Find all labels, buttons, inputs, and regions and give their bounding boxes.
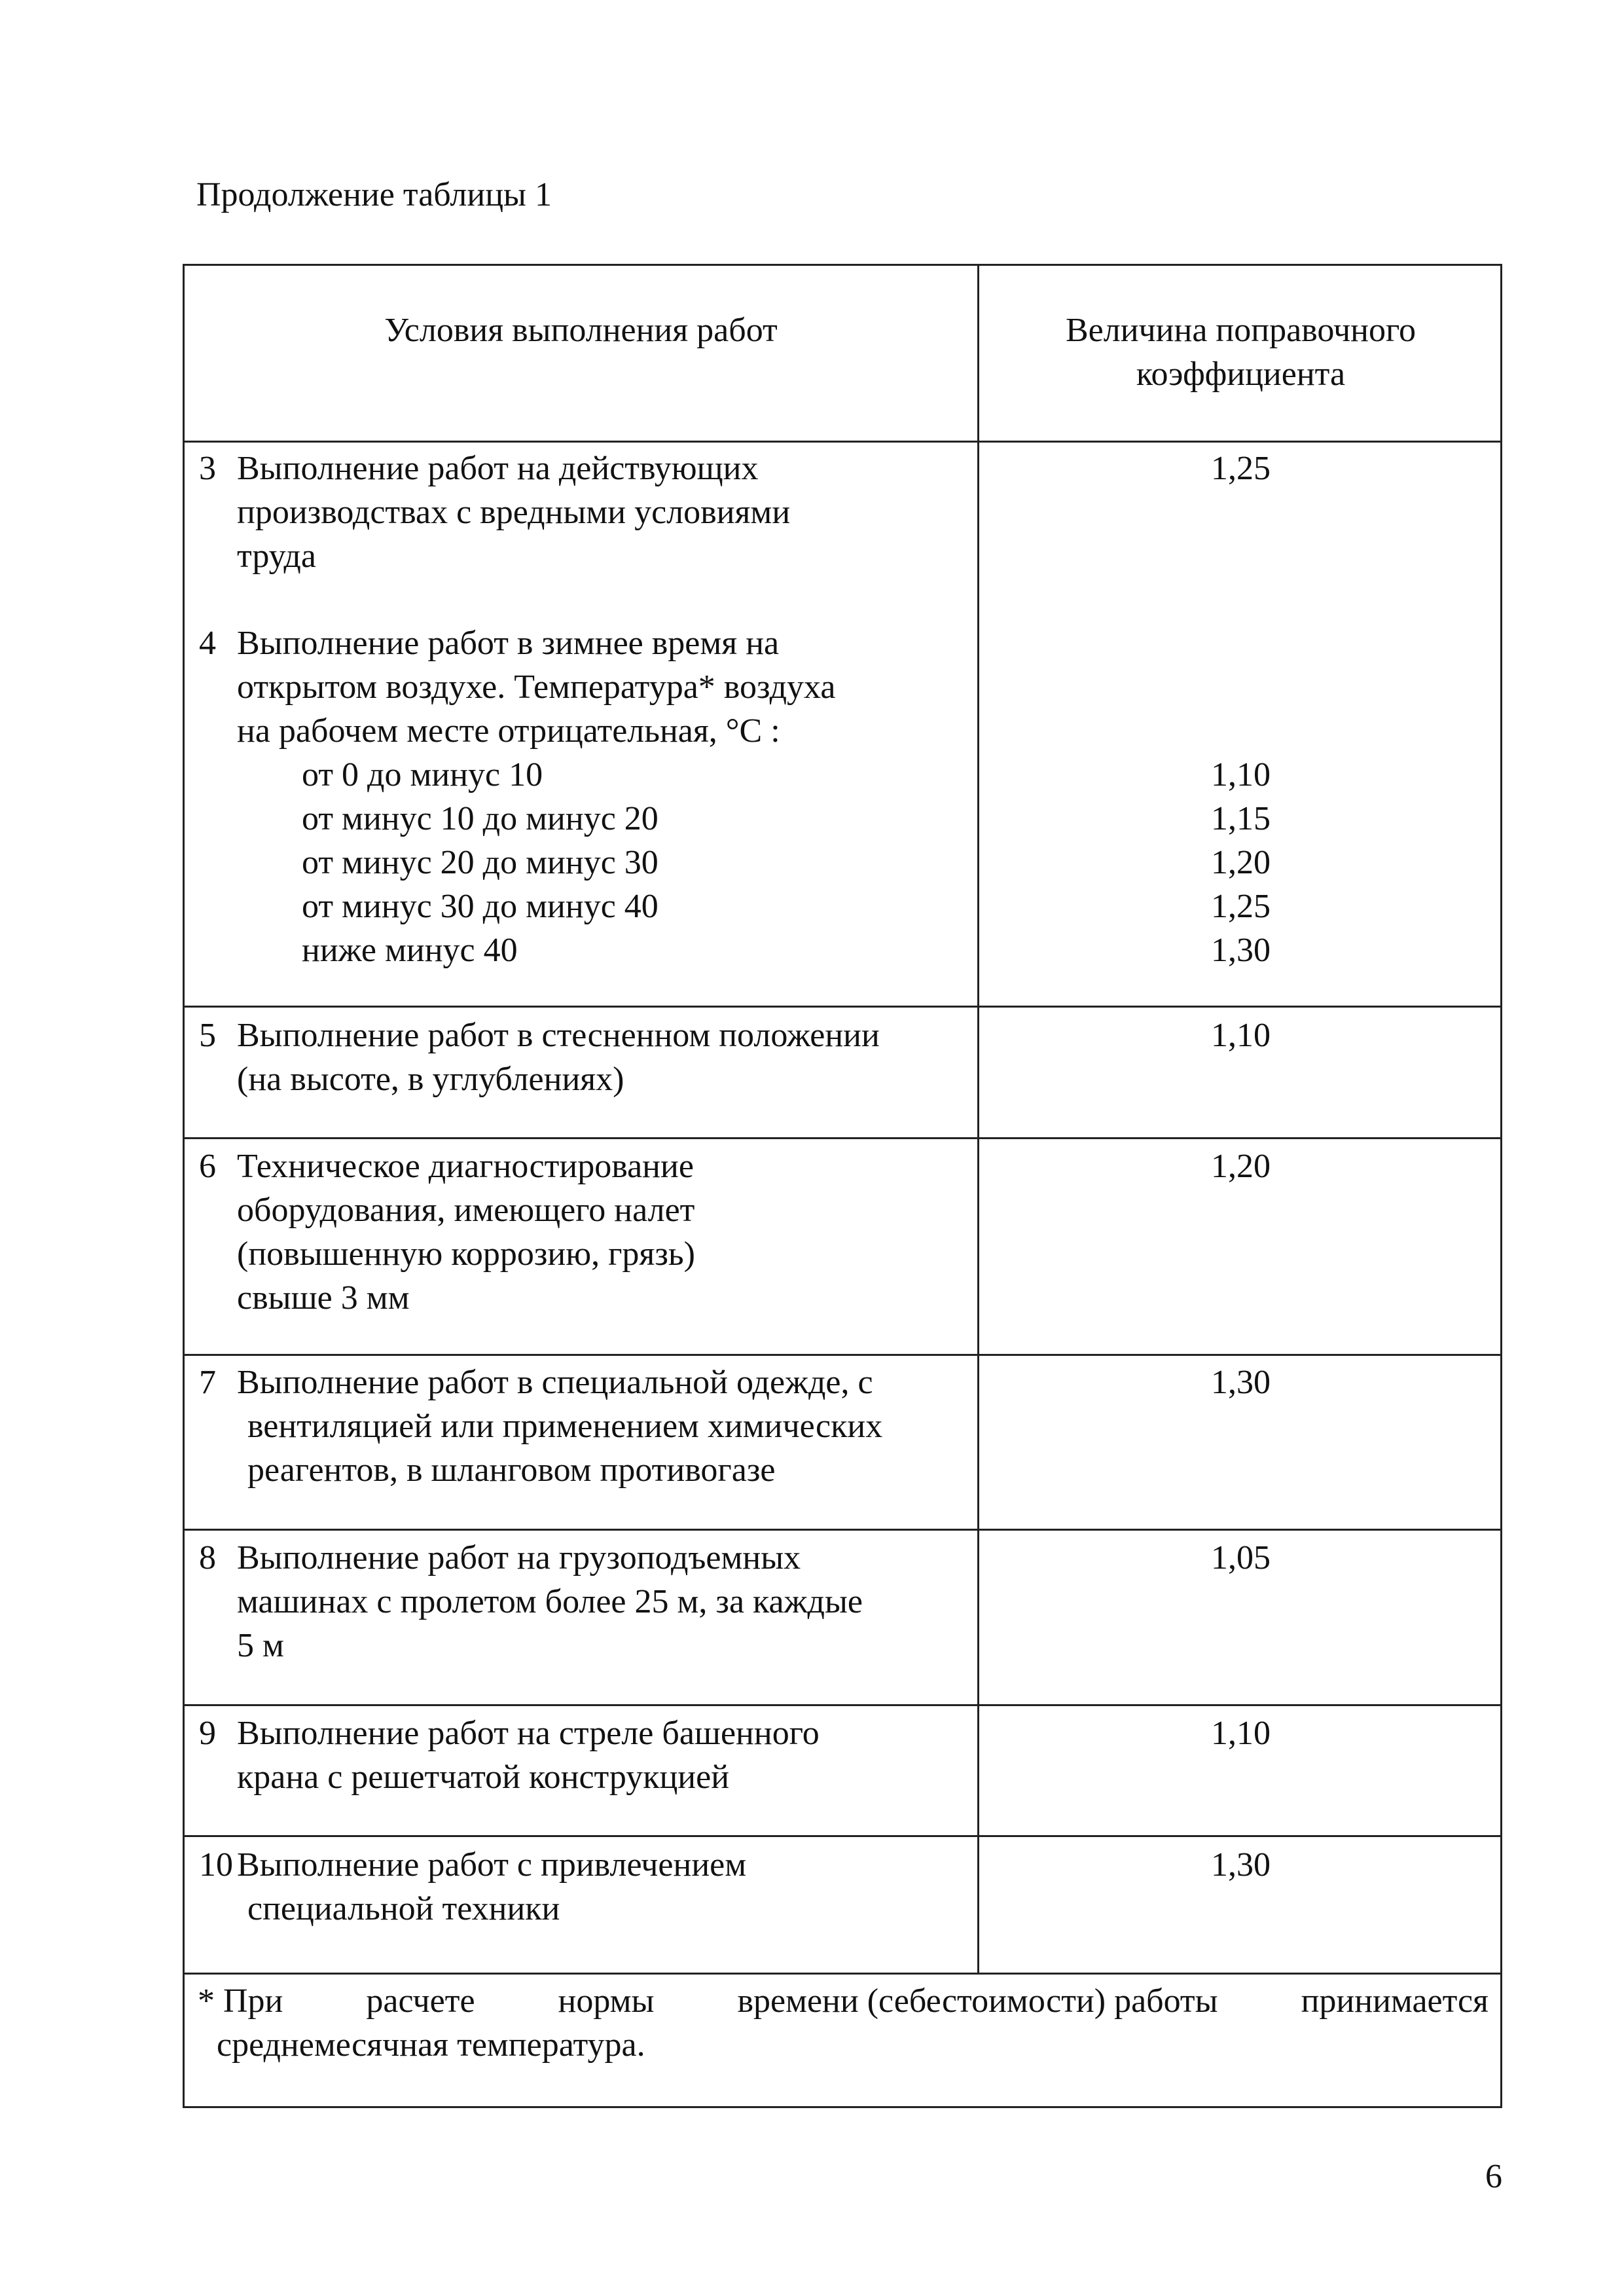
row-divider xyxy=(185,1704,1500,1706)
header-coefficient: Величина поправочного коэффициента xyxy=(1065,312,1416,393)
range-coefficient: 1,20 xyxy=(1211,844,1271,881)
row-number: 4 xyxy=(199,625,216,662)
row-divider xyxy=(185,1973,1500,1975)
row-condition: Техническое диагностирование оборудования, имеющего налет (повышенную коррозию, грязь) свыше 3 мм xyxy=(237,1148,695,1317)
row-condition: Выполнение работ на грузоподъемных машинах с пролетом более 25 м, за каждые 5 м xyxy=(237,1539,863,1664)
row-condition: Выполнение работ в стесненном положении (на высоте, в углублениях) xyxy=(237,1017,880,1098)
table-footnote: * При расчете нормы времени (себестоимости) работы принимается среднемесячная температура. xyxy=(198,1982,1489,2064)
row-number: 6 xyxy=(199,1148,216,1185)
row-number: 8 xyxy=(199,1539,216,1576)
row-number: 9 xyxy=(199,1715,216,1752)
row-coefficient: 1,25 xyxy=(1211,450,1271,487)
row-condition: Выполнение работ на действующих производствах с вредными условиями труда xyxy=(237,450,791,575)
header-conditions: Условия выполнения работ xyxy=(384,312,778,349)
row-divider xyxy=(185,1529,1500,1531)
page-number: 6 xyxy=(1485,2158,1502,2195)
temperature-range: от 0 до минус 10 xyxy=(302,756,543,793)
range-coefficient: 1,25 xyxy=(1211,888,1271,925)
temperature-range: ниже минус 40 xyxy=(302,932,518,969)
row-number: 5 xyxy=(199,1017,216,1054)
table-caption: Продолжение таблицы 1 xyxy=(196,176,552,213)
row-coefficient: 1,20 xyxy=(1211,1148,1271,1185)
row-coefficient: 1,30 xyxy=(1211,1846,1271,1884)
row-number: 7 xyxy=(199,1364,216,1401)
row-coefficient: 1,10 xyxy=(1211,1017,1271,1054)
corrections-table xyxy=(183,264,1502,2108)
row-condition: Выполнение работ на стреле башенного крана с решетчатой конструкцией xyxy=(237,1715,820,1796)
row-condition: Выполнение работ в зимнее время на открытом воздухе. Температура* воздуха на рабочем месте отрицательная, °C : от 0 до минус 10 от минус 10 до минус 20 от минус 20 до минус 30 от минус 30 до минус 40 ниже минус 40 xyxy=(237,621,970,972)
row-condition: Выполнение работ с привлечением специальной техники xyxy=(237,1846,747,1927)
row-divider xyxy=(185,1354,1500,1356)
row-divider xyxy=(185,1835,1500,1837)
row-coefficient: 1,30 xyxy=(1211,1364,1271,1401)
range-coefficient: 1,10 xyxy=(1211,756,1271,793)
row-coefficient: 1,05 xyxy=(1211,1539,1271,1576)
row-number: 3 xyxy=(199,450,216,487)
temperature-range: от минус 10 до минус 20 xyxy=(302,800,659,837)
row-divider xyxy=(185,1137,1500,1139)
row-coefficient: 1,10 xyxy=(1211,1715,1271,1752)
temperature-range: от минус 20 до минус 30 xyxy=(302,844,659,881)
row-coefficients xyxy=(979,621,1502,972)
row-number: 10 xyxy=(199,1846,233,1884)
range-coefficient: 1,30 xyxy=(1211,932,1271,969)
range-coefficient: 1,15 xyxy=(1211,800,1271,837)
row-divider xyxy=(185,1006,1500,1008)
row-condition: Выполнение работ в специальной одежде, с вентиляцией или применением химических реагентов, в шланговом противогазе xyxy=(237,1364,883,1489)
temperature-range: от минус 30 до минус 40 xyxy=(302,888,659,925)
row-divider xyxy=(185,441,1500,443)
